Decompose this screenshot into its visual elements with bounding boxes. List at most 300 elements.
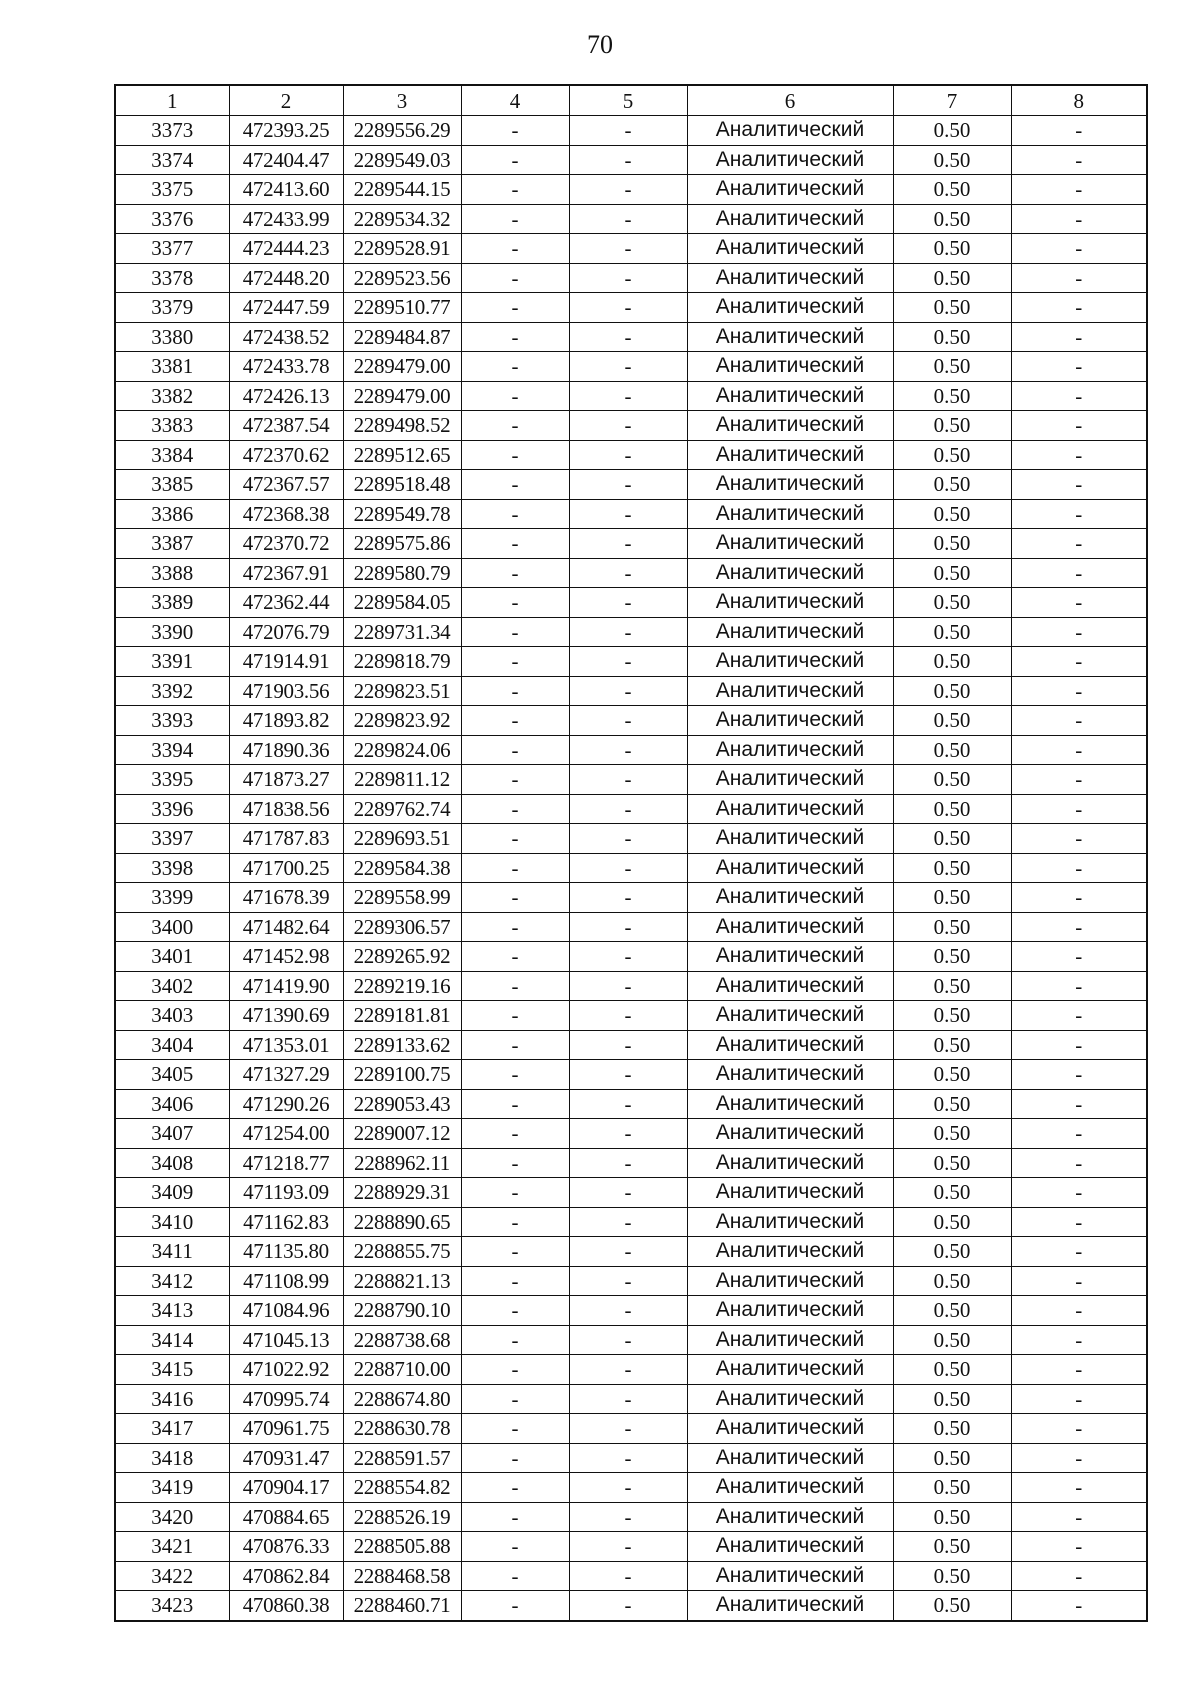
table-cell-col-7: 0.50 [893, 1355, 1011, 1385]
table-cell-col-1: 3389 [115, 588, 229, 618]
table-cell-col-3: 2289265.92 [343, 942, 461, 972]
table-cell-col-1: 3376 [115, 204, 229, 234]
table-cell-col-1: 3382 [115, 381, 229, 411]
table-cell-col-5: - [569, 1237, 687, 1267]
table-row [115, 411, 1147, 441]
table-cell-col-5: - [569, 204, 687, 234]
column-header-4: 4 [461, 85, 569, 116]
table-cell-col-3: 2289818.79 [343, 647, 461, 677]
table-cell-col-5: - [569, 971, 687, 1001]
table-cell-col-7: 0.50 [893, 735, 1011, 765]
table-cell-col-2: 471873.27 [229, 765, 343, 795]
table-cell-col-5: - [569, 1060, 687, 1090]
table-row [115, 116, 1147, 146]
table-cell-col-7: 0.50 [893, 1148, 1011, 1178]
table-cell-col-4: - [461, 1237, 569, 1267]
table-cell-col-5: - [569, 1414, 687, 1444]
table-cell-col-2: 471254.00 [229, 1119, 343, 1149]
table-cell-col-4: - [461, 588, 569, 618]
table-cell-col-5: - [569, 706, 687, 736]
table-cell-col-7: 0.50 [893, 263, 1011, 293]
table-cell-col-2: 471218.77 [229, 1148, 343, 1178]
table-cell-col-2: 472368.38 [229, 499, 343, 529]
table-row [115, 1561, 1147, 1591]
table-cell-col-7: 0.50 [893, 1237, 1011, 1267]
table-cell-col-5: - [569, 1443, 687, 1473]
table-cell-col-5: - [569, 1089, 687, 1119]
table-row [115, 499, 1147, 529]
table-cell-col-1: 3379 [115, 293, 229, 323]
table-cell-col-6: Аналитический [687, 1532, 893, 1562]
table-cell-col-1: 3385 [115, 470, 229, 500]
table-cell-col-2: 472404.47 [229, 145, 343, 175]
table-row [115, 1473, 1147, 1503]
table-cell-col-6: Аналитический [687, 1119, 893, 1149]
table-cell-col-7: 0.50 [893, 765, 1011, 795]
table-cell-col-4: - [461, 1178, 569, 1208]
table-cell-col-2: 471482.64 [229, 912, 343, 942]
table-cell-col-7: 0.50 [893, 1089, 1011, 1119]
table-cell-col-1: 3403 [115, 1001, 229, 1031]
coordinates-table [114, 84, 1148, 1622]
table-cell-col-5: - [569, 1502, 687, 1532]
table-row [115, 735, 1147, 765]
table-cell-col-8: - [1011, 1532, 1147, 1562]
table-cell-col-4: - [461, 1001, 569, 1031]
table-row [115, 470, 1147, 500]
table-cell-col-1: 3400 [115, 912, 229, 942]
table-cell-col-3: 2289510.77 [343, 293, 461, 323]
table-cell-col-7: 0.50 [893, 204, 1011, 234]
table-cell-col-7: 0.50 [893, 116, 1011, 146]
table-row [115, 1414, 1147, 1444]
table-cell-col-5: - [569, 1473, 687, 1503]
table-cell-col-4: - [461, 1148, 569, 1178]
table-cell-col-2: 471327.29 [229, 1060, 343, 1090]
table-row [115, 794, 1147, 824]
table-cell-col-4: - [461, 1030, 569, 1060]
table-row [115, 1325, 1147, 1355]
table-cell-col-1: 3377 [115, 234, 229, 264]
table-cell-col-8: - [1011, 234, 1147, 264]
table-cell-col-4: - [461, 617, 569, 647]
table-cell-col-7: 0.50 [893, 617, 1011, 647]
table-cell-col-3: 2289518.48 [343, 470, 461, 500]
table-cell-col-7: 0.50 [893, 1473, 1011, 1503]
table-cell-col-8: - [1011, 1207, 1147, 1237]
table-cell-col-6: Аналитический [687, 1384, 893, 1414]
table-cell-col-8: - [1011, 617, 1147, 647]
table-cell-col-7: 0.50 [893, 499, 1011, 529]
table-cell-col-5: - [569, 1119, 687, 1149]
table-cell-col-6: Аналитический [687, 706, 893, 736]
table-cell-col-6: Аналитический [687, 971, 893, 1001]
table-cell-col-7: 0.50 [893, 883, 1011, 913]
table-cell-col-8: - [1011, 765, 1147, 795]
table-cell-col-7: 0.50 [893, 470, 1011, 500]
table-cell-col-1: 3402 [115, 971, 229, 1001]
table-cell-col-8: - [1011, 1325, 1147, 1355]
table-cell-col-1: 3422 [115, 1561, 229, 1591]
table-cell-col-1: 3405 [115, 1060, 229, 1090]
table-cell-col-4: - [461, 735, 569, 765]
table-cell-col-3: 2289584.05 [343, 588, 461, 618]
table-cell-col-7: 0.50 [893, 558, 1011, 588]
table-cell-col-7: 0.50 [893, 676, 1011, 706]
table-row [115, 1178, 1147, 1208]
table-cell-col-8: - [1011, 411, 1147, 441]
table-cell-col-4: - [461, 883, 569, 913]
table-cell-col-1: 3417 [115, 1414, 229, 1444]
table-row [115, 706, 1147, 736]
table-cell-col-7: 0.50 [893, 1266, 1011, 1296]
table-cell-col-2: 472433.78 [229, 352, 343, 382]
table-cell-col-3: 2289549.03 [343, 145, 461, 175]
table-cell-col-3: 2288554.82 [343, 1473, 461, 1503]
table-cell-col-7: 0.50 [893, 293, 1011, 323]
table-row [115, 1443, 1147, 1473]
table-cell-col-3: 2289512.65 [343, 440, 461, 470]
table-cell-col-3: 2288962.11 [343, 1148, 461, 1178]
table-cell-col-2: 472370.72 [229, 529, 343, 559]
table-cell-col-2: 471787.83 [229, 824, 343, 854]
table-row [115, 529, 1147, 559]
table-cell-col-1: 3398 [115, 853, 229, 883]
table-cell-col-8: - [1011, 1296, 1147, 1326]
table-cell-col-3: 2289580.79 [343, 558, 461, 588]
table-cell-col-2: 472413.60 [229, 175, 343, 205]
table-cell-col-2: 470884.65 [229, 1502, 343, 1532]
table-cell-col-7: 0.50 [893, 1207, 1011, 1237]
table-cell-col-6: Аналитический [687, 617, 893, 647]
table-cell-col-4: - [461, 145, 569, 175]
table-cell-col-2: 470862.84 [229, 1561, 343, 1591]
table-cell-col-8: - [1011, 588, 1147, 618]
column-header-5: 5 [569, 85, 687, 116]
table-cell-col-5: - [569, 735, 687, 765]
table-cell-col-3: 2288790.10 [343, 1296, 461, 1326]
table-cell-col-1: 3373 [115, 116, 229, 146]
table-row [115, 617, 1147, 647]
table-row [115, 824, 1147, 854]
table-cell-col-5: - [569, 1532, 687, 1562]
table-cell-col-7: 0.50 [893, 1502, 1011, 1532]
table-cell-col-7: 0.50 [893, 706, 1011, 736]
table-row [115, 1384, 1147, 1414]
table-cell-col-5: - [569, 499, 687, 529]
table-cell-col-4: - [461, 794, 569, 824]
table-cell-col-1: 3409 [115, 1178, 229, 1208]
table-cell-col-3: 2289823.51 [343, 676, 461, 706]
table-row [115, 1237, 1147, 1267]
table-cell-col-5: - [569, 440, 687, 470]
table-cell-col-6: Аналитический [687, 175, 893, 205]
table-cell-col-3: 2288890.65 [343, 1207, 461, 1237]
table-cell-col-4: - [461, 558, 569, 588]
table-cell-col-3: 2289498.52 [343, 411, 461, 441]
table-cell-col-5: - [569, 1325, 687, 1355]
table-row [115, 381, 1147, 411]
table-cell-col-2: 472447.59 [229, 293, 343, 323]
table-cell-col-1: 3395 [115, 765, 229, 795]
table-row [115, 1591, 1147, 1621]
table-row [115, 1532, 1147, 1562]
table-cell-col-2: 472370.62 [229, 440, 343, 470]
table-cell-col-8: - [1011, 145, 1147, 175]
table-cell-col-7: 0.50 [893, 1591, 1011, 1621]
table-cell-col-6: Аналитический [687, 1178, 893, 1208]
table-cell-col-8: - [1011, 1178, 1147, 1208]
table-cell-col-5: - [569, 1266, 687, 1296]
table-cell-col-7: 0.50 [893, 1001, 1011, 1031]
table-cell-col-2: 472367.57 [229, 470, 343, 500]
table-cell-col-1: 3419 [115, 1473, 229, 1503]
table-cell-col-3: 2288738.68 [343, 1325, 461, 1355]
table-cell-col-7: 0.50 [893, 322, 1011, 352]
table-cell-col-6: Аналитический [687, 352, 893, 382]
table-cell-col-7: 0.50 [893, 1060, 1011, 1090]
table-cell-col-3: 2289528.91 [343, 234, 461, 264]
table-cell-col-2: 471452.98 [229, 942, 343, 972]
table-cell-col-2: 472433.99 [229, 204, 343, 234]
table-cell-col-5: - [569, 529, 687, 559]
table-cell-col-8: - [1011, 322, 1147, 352]
table-cell-col-5: - [569, 1591, 687, 1621]
table-row [115, 1030, 1147, 1060]
table-cell-col-6: Аналитический [687, 234, 893, 264]
table-cell-col-5: - [569, 558, 687, 588]
table-cell-col-5: - [569, 1355, 687, 1385]
table-cell-col-1: 3374 [115, 145, 229, 175]
table-cell-col-6: Аналитический [687, 470, 893, 500]
table-cell-col-8: - [1011, 1119, 1147, 1149]
table-row [115, 1266, 1147, 1296]
table-cell-col-4: - [461, 1384, 569, 1414]
table-cell-col-5: - [569, 1561, 687, 1591]
table-cell-col-2: 471084.96 [229, 1296, 343, 1326]
table-cell-col-5: - [569, 470, 687, 500]
table-cell-col-6: Аналитический [687, 529, 893, 559]
table-cell-col-6: Аналитический [687, 883, 893, 913]
table-cell-col-6: Аналитический [687, 1266, 893, 1296]
table-cell-col-2: 470931.47 [229, 1443, 343, 1473]
table-row [115, 322, 1147, 352]
table-cell-col-6: Аналитический [687, 411, 893, 441]
table-row [115, 971, 1147, 1001]
table-cell-col-5: - [569, 293, 687, 323]
table-cell-col-5: - [569, 1384, 687, 1414]
table-cell-col-3: 2288674.80 [343, 1384, 461, 1414]
column-header-3: 3 [343, 85, 461, 116]
table-cell-col-5: - [569, 1030, 687, 1060]
table-cell-col-2: 471838.56 [229, 794, 343, 824]
table-cell-col-3: 2289479.00 [343, 381, 461, 411]
table-cell-col-6: Аналитический [687, 647, 893, 677]
table-cell-col-1: 3394 [115, 735, 229, 765]
table-cell-col-1: 3418 [115, 1443, 229, 1473]
table-cell-col-2: 471419.90 [229, 971, 343, 1001]
table-cell-col-3: 2288929.31 [343, 1178, 461, 1208]
table-cell-col-5: - [569, 234, 687, 264]
table-cell-col-5: - [569, 588, 687, 618]
table-cell-col-3: 2289484.87 [343, 322, 461, 352]
table-cell-col-3: 2289824.06 [343, 735, 461, 765]
table-cell-col-8: - [1011, 1237, 1147, 1267]
table-cell-col-1: 3380 [115, 322, 229, 352]
table-cell-col-8: - [1011, 853, 1147, 883]
table-cell-col-1: 3411 [115, 1237, 229, 1267]
table-cell-col-4: - [461, 1414, 569, 1444]
table-cell-col-3: 2288505.88 [343, 1532, 461, 1562]
table-cell-col-7: 0.50 [893, 1178, 1011, 1208]
table-cell-col-1: 3408 [115, 1148, 229, 1178]
table-cell-col-4: - [461, 676, 569, 706]
table-cell-col-6: Аналитический [687, 853, 893, 883]
table-cell-col-2: 471045.13 [229, 1325, 343, 1355]
table-cell-col-5: - [569, 824, 687, 854]
column-header-6: 6 [687, 85, 893, 116]
table-cell-col-8: - [1011, 647, 1147, 677]
table-row [115, 1060, 1147, 1090]
table-cell-col-1: 3406 [115, 1089, 229, 1119]
column-header-2: 2 [229, 85, 343, 116]
table-cell-col-3: 2289534.32 [343, 204, 461, 234]
table-cell-col-4: - [461, 116, 569, 146]
table-cell-col-8: - [1011, 470, 1147, 500]
table-cell-col-3: 2289693.51 [343, 824, 461, 854]
table-cell-col-3: 2289479.00 [343, 352, 461, 382]
table-cell-col-4: - [461, 411, 569, 441]
table-row [115, 1502, 1147, 1532]
table-cell-col-3: 2289306.57 [343, 912, 461, 942]
table-cell-col-4: - [461, 1060, 569, 1090]
table-cell-col-2: 472367.91 [229, 558, 343, 588]
table-cell-col-4: - [461, 470, 569, 500]
table-cell-col-5: - [569, 411, 687, 441]
table-cell-col-4: - [461, 853, 569, 883]
table-cell-col-4: - [461, 529, 569, 559]
table-cell-col-8: - [1011, 263, 1147, 293]
table-cell-col-5: - [569, 263, 687, 293]
table-cell-col-6: Аналитический [687, 1561, 893, 1591]
table-cell-col-4: - [461, 234, 569, 264]
table-cell-col-4: - [461, 1355, 569, 1385]
table-cell-col-3: 2289544.15 [343, 175, 461, 205]
table-cell-col-8: - [1011, 794, 1147, 824]
table-cell-col-1: 3388 [115, 558, 229, 588]
table-cell-col-6: Аналитический [687, 1414, 893, 1444]
table-cell-col-2: 470860.38 [229, 1591, 343, 1621]
table-row [115, 263, 1147, 293]
table-cell-col-2: 470995.74 [229, 1384, 343, 1414]
table-cell-col-7: 0.50 [893, 1414, 1011, 1444]
table-cell-col-2: 472387.54 [229, 411, 343, 441]
table-row [115, 234, 1147, 264]
table-cell-col-8: - [1011, 1030, 1147, 1060]
table-cell-col-2: 471914.91 [229, 647, 343, 677]
table-cell-col-4: - [461, 1325, 569, 1355]
table-row [115, 853, 1147, 883]
table-cell-col-6: Аналитический [687, 676, 893, 706]
table-cell-col-7: 0.50 [893, 1384, 1011, 1414]
table-cell-col-7: 0.50 [893, 145, 1011, 175]
table-row [115, 912, 1147, 942]
table-cell-col-5: - [569, 1207, 687, 1237]
table-row [115, 1001, 1147, 1031]
table-cell-col-7: 0.50 [893, 794, 1011, 824]
table-cell-col-6: Аналитический [687, 1591, 893, 1621]
table-cell-col-2: 471353.01 [229, 1030, 343, 1060]
table-cell-col-1: 3386 [115, 499, 229, 529]
table-cell-col-2: 471290.26 [229, 1089, 343, 1119]
table-cell-col-5: - [569, 647, 687, 677]
table-cell-col-1: 3421 [115, 1532, 229, 1562]
table-cell-col-2: 471893.82 [229, 706, 343, 736]
table-cell-col-4: - [461, 1266, 569, 1296]
table-header-row [115, 85, 1147, 116]
table-cell-col-8: - [1011, 499, 1147, 529]
table-row [115, 765, 1147, 795]
table-row [115, 1296, 1147, 1326]
table-cell-col-6: Аналитический [687, 1325, 893, 1355]
table-cell-col-7: 0.50 [893, 1296, 1011, 1326]
table-cell-col-8: - [1011, 1591, 1147, 1621]
table-cell-col-2: 470904.17 [229, 1473, 343, 1503]
table-cell-col-5: - [569, 175, 687, 205]
table-cell-col-1: 3381 [115, 352, 229, 382]
table-cell-col-1: 3410 [115, 1207, 229, 1237]
table-cell-col-4: - [461, 381, 569, 411]
table-row [115, 1089, 1147, 1119]
table-cell-col-3: 2288630.78 [343, 1414, 461, 1444]
table-cell-col-6: Аналитический [687, 293, 893, 323]
table-cell-col-8: - [1011, 1148, 1147, 1178]
table-cell-col-5: - [569, 765, 687, 795]
table-cell-col-2: 472438.52 [229, 322, 343, 352]
table-cell-col-8: - [1011, 735, 1147, 765]
table-cell-col-1: 3420 [115, 1502, 229, 1532]
table-cell-col-1: 3413 [115, 1296, 229, 1326]
table-cell-col-5: - [569, 883, 687, 913]
table-cell-col-3: 2288591.57 [343, 1443, 461, 1473]
table-cell-col-4: - [461, 824, 569, 854]
table-cell-col-7: 0.50 [893, 529, 1011, 559]
table-cell-col-4: - [461, 293, 569, 323]
table-cell-col-1: 3390 [115, 617, 229, 647]
table-cell-col-3: 2289219.16 [343, 971, 461, 1001]
table-cell-col-3: 2289575.86 [343, 529, 461, 559]
table-cell-col-1: 3393 [115, 706, 229, 736]
table-row [115, 676, 1147, 706]
table-cell-col-8: - [1011, 1414, 1147, 1444]
table-cell-col-7: 0.50 [893, 234, 1011, 264]
table-cell-col-4: - [461, 1089, 569, 1119]
table-cell-col-2: 472393.25 [229, 116, 343, 146]
table-cell-col-7: 0.50 [893, 912, 1011, 942]
table-cell-col-3: 2289823.92 [343, 706, 461, 736]
table-cell-col-1: 3407 [115, 1119, 229, 1149]
table-cell-col-2: 471135.80 [229, 1237, 343, 1267]
table-cell-col-4: - [461, 1532, 569, 1562]
table-cell-col-8: - [1011, 942, 1147, 972]
table-cell-col-6: Аналитический [687, 499, 893, 529]
table-cell-col-3: 2289811.12 [343, 765, 461, 795]
column-header-7: 7 [893, 85, 1011, 116]
table-cell-col-8: - [1011, 381, 1147, 411]
table-cell-col-2: 470876.33 [229, 1532, 343, 1562]
table-cell-col-1: 3399 [115, 883, 229, 913]
table-cell-col-8: - [1011, 1561, 1147, 1591]
